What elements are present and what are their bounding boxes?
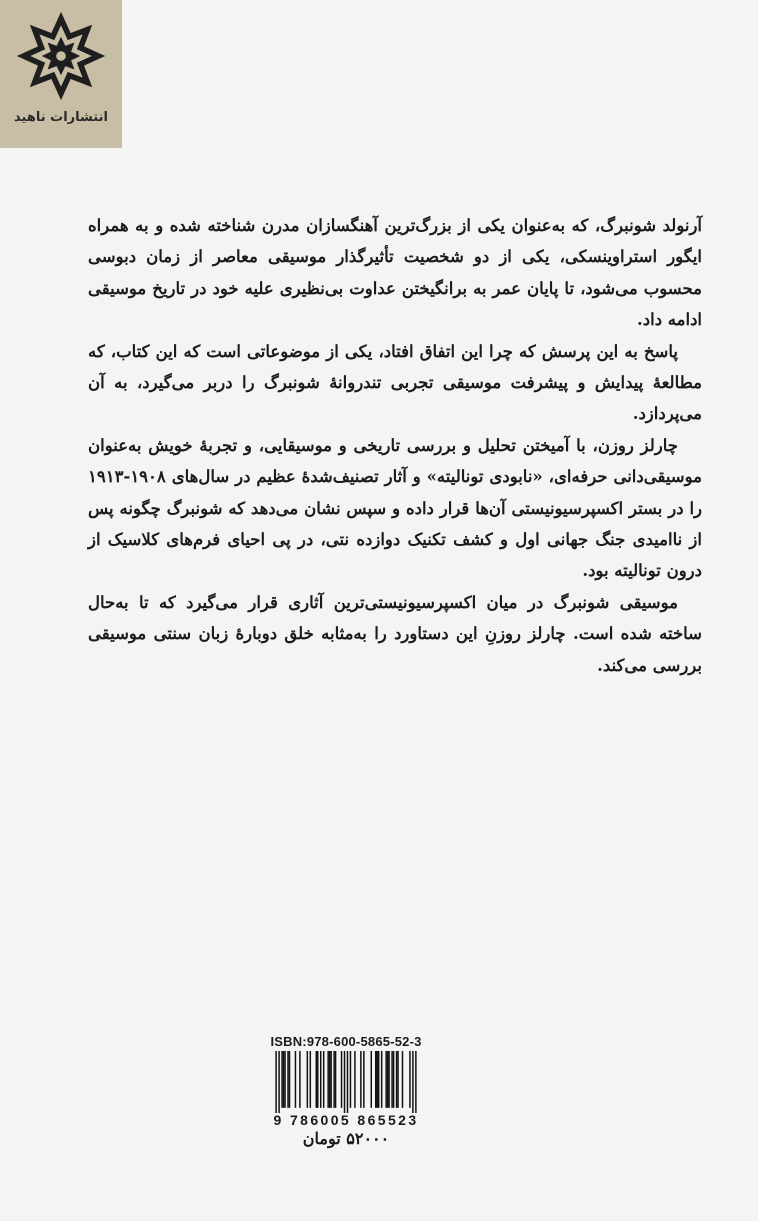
barcode-digits: 9 786005 865523 <box>273 1112 419 1128</box>
barcode-bar <box>278 1051 279 1113</box>
barcode-bar <box>402 1051 403 1108</box>
barcode-bar <box>396 1051 397 1108</box>
barcode-bar <box>391 1051 392 1108</box>
barcode-bar <box>363 1051 364 1108</box>
paragraph-1: آرنولد شونبرگ، که به‌عنوان یکی از بزرگ‌ترین آهنگسازان مدرن شناخته شده و به همراه ایگور استراوینسکی، یکی از دو شخصیت تأثیرگذار موسیقی معاصر از زمان دبوسی محسوب می‌شود، تا پایان عمر به برانگیختن عداوت بی‌نظیری علیه خود در تاریخ موسیقی ادامه داد. <box>88 216 702 330</box>
barcode-bar <box>376 1051 377 1108</box>
back-cover-text <box>88 210 702 681</box>
isbn-label: ISBN:978-600-5865-52-3 <box>270 1034 422 1049</box>
publisher-name: انتشارات ناهید <box>14 110 108 125</box>
barcode-bar <box>283 1051 284 1108</box>
barcode-bar <box>415 1051 416 1113</box>
barcode-bar <box>316 1051 317 1108</box>
barcode-bar <box>354 1051 355 1108</box>
barcode-bar <box>284 1051 285 1108</box>
barcode-bar <box>327 1051 328 1108</box>
barcode-bar <box>330 1051 331 1108</box>
barcode-bar <box>381 1051 382 1108</box>
barcode-bar <box>378 1051 379 1108</box>
barcode-bar <box>350 1051 351 1108</box>
barcode-bar <box>375 1051 376 1108</box>
barcode-bar <box>310 1051 311 1108</box>
barcode-bar <box>323 1051 324 1108</box>
barcode-bar <box>360 1051 361 1108</box>
barcode-image <box>262 1051 430 1113</box>
barcode-bar <box>281 1051 282 1108</box>
barcode-bar <box>333 1051 334 1108</box>
barcode-bar <box>317 1051 318 1108</box>
barcode-bar <box>397 1051 398 1108</box>
barcode-bar <box>287 1051 288 1108</box>
barcode-bar <box>388 1051 389 1108</box>
barcode-bar <box>409 1051 410 1108</box>
barcode-bar <box>371 1051 372 1108</box>
barcode-bar <box>299 1051 300 1108</box>
barcode-bar <box>329 1051 330 1108</box>
barcode-bar <box>275 1051 276 1113</box>
barcode-bar <box>347 1051 348 1113</box>
barcode-bar <box>341 1051 342 1108</box>
paragraph-2: پاسخ به این پرسش که چرا این اتفاق افتاد، یکی از موضوعاتی است که این کتاب، که مطالعهٔ پیدایش و پیشرفت موسیقی تجربی تندروانهٔ شونبرگ را دربر می‌گیرد، به آن می‌پردازد. <box>88 341 702 424</box>
barcode-bar <box>320 1051 321 1108</box>
barcode-bar <box>412 1051 413 1113</box>
barcode-bar <box>387 1051 388 1108</box>
paragraph-4: موسیقی شونبرگ در میان اکسپرسیونیستی‌ترین آثاری قرار می‌گیرد که تا به‌حال ساخته شده است. چارلز روزنِ این دستاورد را به‌مثابه خلق دوبارهٔ زبان سنتی موسیقی بررسی می‌کند. <box>88 592 702 675</box>
barcode-bar <box>335 1051 336 1108</box>
barcode-bar <box>307 1051 308 1108</box>
barcode-bar <box>385 1051 386 1108</box>
barcode-bar <box>295 1051 296 1108</box>
star-emblem-icon <box>13 8 109 104</box>
barcode-block <box>262 1034 430 1148</box>
barcode-bar <box>393 1051 394 1108</box>
paragraph-3: چارلز روزن، با آمیختن تحلیل و بررسی تاریخی و موسیقایی، و تجربهٔ خویش به‌عنوان موسیقی‌دانی حرفه‌ای، «نابودی تونالیته» و آثار تصنیف‌شدهٔ عظیم در سال‌های ۱۹۰۸-۱۹۱۳ را در بستر اکسپرسیونیستی آن‌ها قرار داده و سپس نشان می‌دهد که شونبرگ چگونه پس از ناامیدی جنگ جهانی اول و کشف تکنیک دوازده نتی، در پی احیای فرم‌های کلاسیک از درون تونالیته بود. <box>88 435 702 581</box>
barcode-bar <box>289 1051 290 1108</box>
barcode-bar <box>344 1051 345 1113</box>
publisher-logo-box <box>0 0 122 148</box>
price: ۵۲۰۰۰ تومان <box>302 1129 390 1148</box>
